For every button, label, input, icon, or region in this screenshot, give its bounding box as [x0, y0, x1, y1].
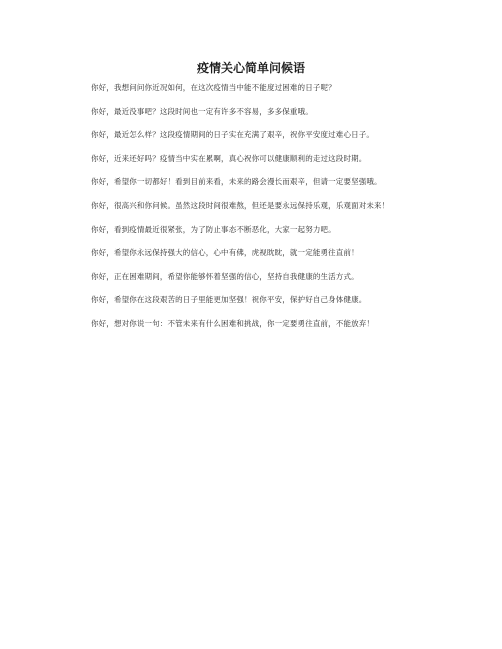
- paragraph-9: 你好，正在困难期间，希望你能够怀着坚强的信心，坚持自我健康的生活方式。: [91, 271, 359, 281]
- paragraph-7: 你好，看到疫情最近很紧张，为了防止事态不断恶化，大家一起努力吧。: [91, 224, 336, 234]
- document-title: 疫情关心简单问候语: [196, 61, 305, 75]
- paragraph-11: 你好，想对你说一句：不管未来有什么困难和挑战，你一定要勇往直前，不能放弃！: [91, 318, 375, 328]
- paragraph-2: 你好，最近没事吧？这段时间也一定有许多不容易，多多保重哦。: [91, 106, 313, 116]
- paragraph-5: 你好，希望你一切都好！看到目前来看，未来的路会漫长而艰辛，但请一定要坚强哦。: [91, 177, 382, 187]
- document-body: [76, 82, 426, 342]
- paragraph-6: 你好，很高兴和你问候。虽然这段时间很难熬，但还是要永远保持乐观，乐观面对未来！: [91, 200, 390, 210]
- paragraph-3: 你好，最近怎么样？这段疫情期间的日子实在充满了艰辛，祝你平安度过难心日子。: [91, 130, 375, 140]
- paragraph-8: 你好，希望你永远保持强大的信心，心中有佛，虎视眈眈，就一定能勇往直前！: [91, 248, 359, 258]
- paragraph-10: 你好，希望你在这段艰苦的日子里能更加坚强！祝你平安，保护好自己身体健康。: [91, 295, 367, 305]
- paragraph-4: 你好，近来还好吗？疫情当中实在累啊，真心祝你可以健康顺利的走过这段时期。: [91, 153, 367, 163]
- paragraph-1: 你好，我想问问你近况如何，在这次疫情当中能不能度过困难的日子呢？: [91, 83, 336, 92]
